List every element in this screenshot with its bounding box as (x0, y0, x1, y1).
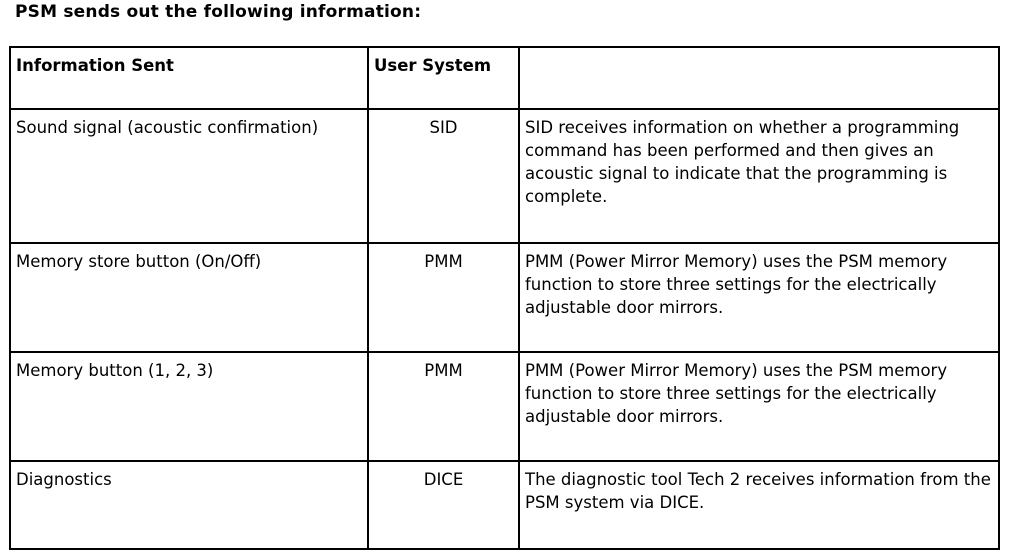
table-header-row (10, 47, 999, 109)
cell-user-system: PMM (368, 243, 519, 352)
information-table (9, 46, 1000, 550)
table-row (10, 352, 999, 461)
cell-information-sent: Memory store button (On/Off) (10, 243, 368, 352)
cell-user-system: PMM (368, 352, 519, 461)
cell-information-sent: Diagnostics (10, 461, 368, 549)
cell-description: SID receives information on whether a programming command has been performed and then gives an acoustic signal to indicate that the programming is complete. (519, 109, 999, 243)
cell-description: PMM (Power Mirror Memory) uses the PSM memory function to store three settings for the electrically adjustable door mirrors. (519, 243, 999, 352)
cell-description: PMM (Power Mirror Memory) uses the PSM memory function to store three settings for the electrically adjustable door mirrors. (519, 352, 999, 461)
cell-user-system: DICE (368, 461, 519, 549)
table-row (10, 109, 999, 243)
cell-description: The diagnostic tool Tech 2 receives information from the PSM system via DICE. (519, 461, 999, 549)
table-row (10, 461, 999, 549)
table-row (10, 243, 999, 352)
header-description (519, 47, 999, 109)
cell-information-sent: Sound signal (acoustic confirmation) (10, 109, 368, 243)
cell-information-sent: Memory button (1, 2, 3) (10, 352, 368, 461)
header-information-sent: Information Sent (10, 47, 368, 109)
cell-user-system: SID (368, 109, 519, 243)
page-heading: PSM sends out the following information: (15, 2, 422, 22)
header-user-system: User System (368, 47, 519, 109)
